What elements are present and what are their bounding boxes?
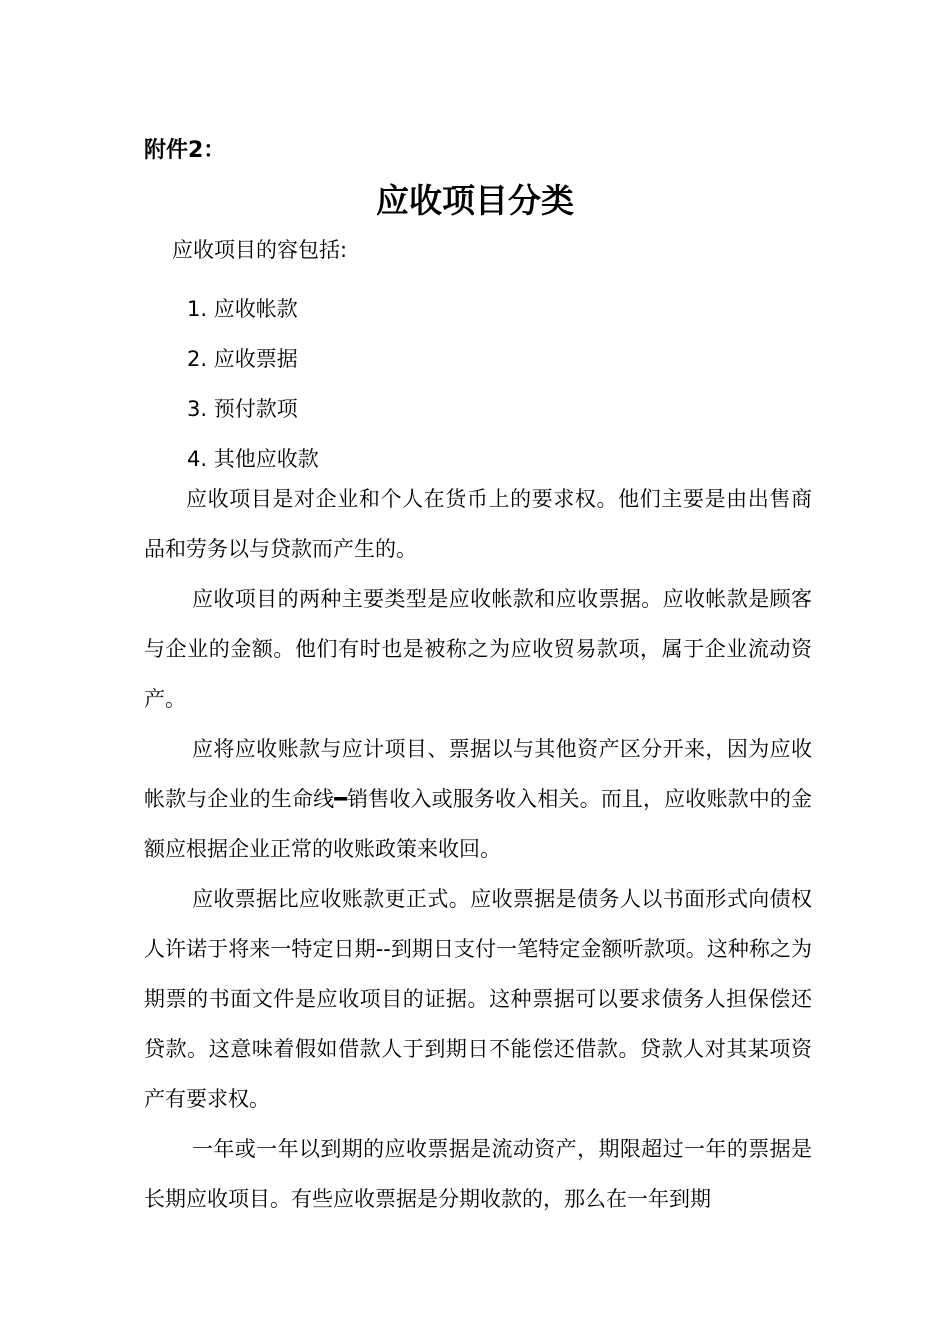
paragraph: 应收票据比应收账款更正式。应收票据是债务人以书面形式向债权人许诺于将来一特定日期--到期日支付一笔特定金额听款项。这种称之为期票的书面文件是应收项目的证据。这种票据可以要求债务人担保偿还贷款。这意味着假如借款人于到期日不能偿还借款。贷款人对其某项资产有要求权。 [144,887,812,1111]
body-text [144,474,812,1224]
paragraph: 一年或一年以到期的应收票据是流动资产，期限超过一年的票据是长期应收项目。有些应收票据是分期收款的，那么在一年到期 [144,1137,812,1211]
receivables-list [187,284,319,484]
list-item: 2. 应收票据 [187,347,298,371]
list-item: 3. 预付款项 [187,397,298,421]
intro-text: 应收项目的容包括: [172,238,348,262]
document-title: 应收项目分类 [376,181,574,220]
list-item: 4. 其他应收款 [187,447,319,471]
list-item: 1. 应收帐款 [187,297,298,321]
annex-label: 附件2： [144,138,226,163]
paragraph: 应收项目是对企业和个人在货币上的要求权。他们主要是由出售商品和劳务以与贷款而产生的。 [144,487,812,561]
paragraph: 应收项目的两种主要类型是应收帐款和应收票据。应收帐款是顾客与企业的金额。他们有时也是被称之为应收贸易款项，属于企业流动资产。 [144,587,812,711]
paragraph: 应将应收账款与应计项目、票据以与其他资产区分开来，因为应收帐款与企业的生命线━销售收入或服务收入相关。而且，应收账款中的金额应根据企业正常的收账政策来收回。 [144,737,812,861]
